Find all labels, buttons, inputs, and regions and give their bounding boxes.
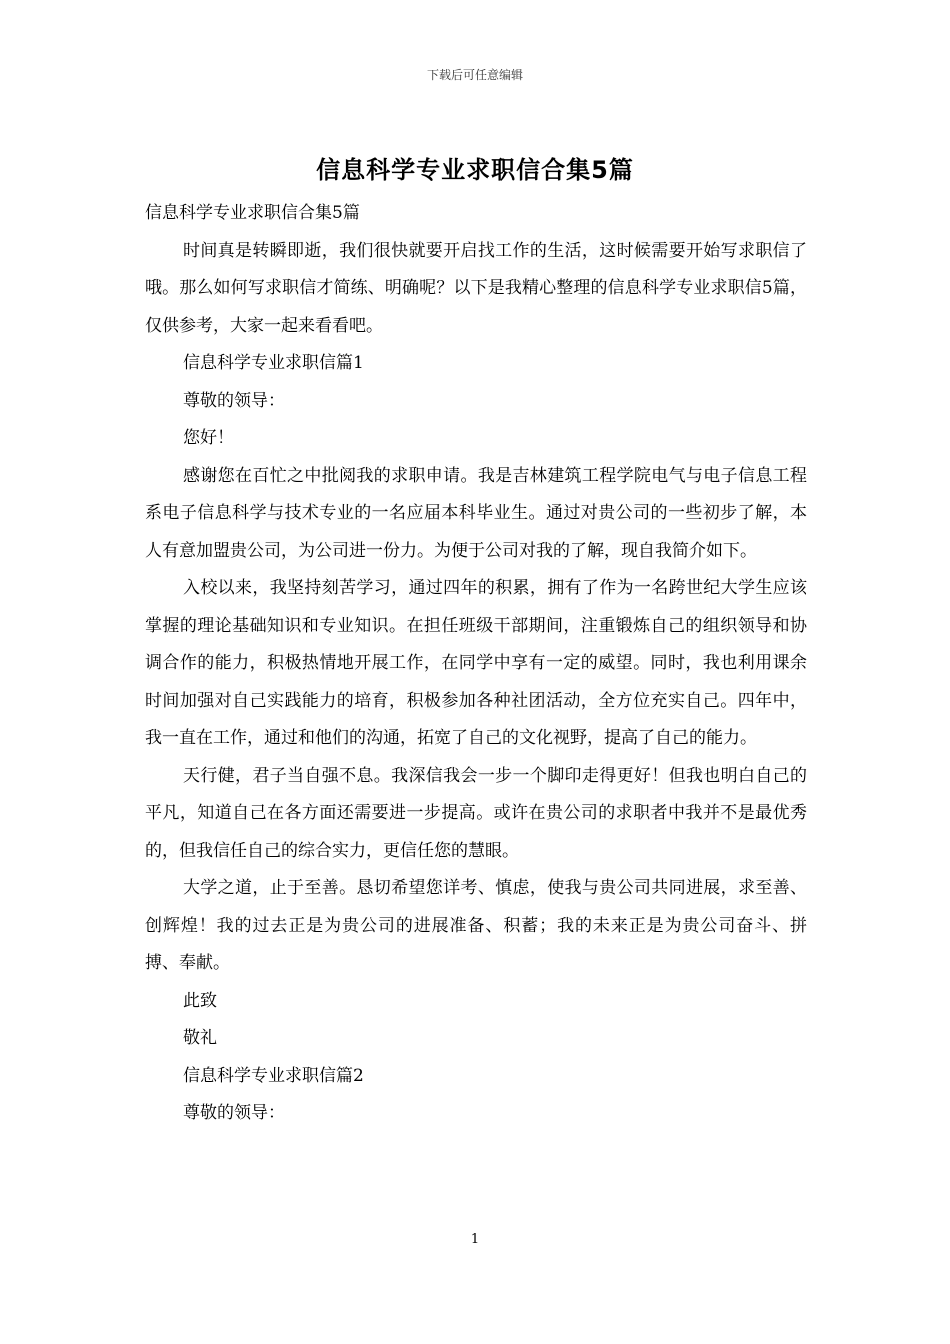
header-note: 下载后可任意编辑 [426,68,523,82]
document-title: 信息科学专业求职信合集5篇 [316,156,634,184]
closing-line: 此致 [183,990,217,1011]
salutation: 尊敬的领导： [183,390,285,411]
salutation: 尊敬的领导： [183,1103,285,1123]
document-body [145,195,807,1133]
section-heading-letter-2: 信息科学专业求职信篇2 [183,1065,364,1086]
closing-line: 敬礼 [183,1028,217,1048]
greeting: 您好！ [183,428,234,448]
intro-paragraph: 时间真是转瞬即逝，我们很快就要开启找工作的生活，这时候需要开始写求职信了哦。那么如何写求职信才简练、明确呢？以下是我精心整理的信息科学专业求职信5篇，仅供参考，大家一起来看看吧。 [145,240,807,336]
page-number: 1 [470,1232,480,1247]
body-paragraph: 天行健，君子当自强不息。我深信我会一步一个脚印走得更好！但我也明白自己的平凡，知道自己在各方面还需要进一步提高。或许在贵公司的求职者中我并不是最优秀的，但我信任自己的综合实力，更信任您的慧眼。 [145,765,807,861]
body-paragraph: 感谢您在百忙之中批阅我的求职申请。我是吉林建筑工程学院电气与电子信息工程系电子信息科学与技术专业的一名应届本科毕业生。通过对贵公司的一些初步了解，本人有意加盟贵公司，为公司进一份力。为便于公司对我的了解，现自我简介如下。 [145,465,807,561]
subtitle-line: 信息科学专业求职信合集5篇 [145,203,360,223]
body-paragraph: 大学之道，止于至善。恳切希望您详考、慎虑，使我与贵公司共同进展，求至善、创辉煌！我的过去正是为贵公司的进展准备、积蓄；我的未来正是为贵公司奋斗、拼搏、奉献。 [145,878,807,973]
section-heading-letter-1: 信息科学专业求职信篇1 [183,353,364,373]
body-paragraph: 入校以来，我坚持刻苦学习，通过四年的积累，拥有了作为一名跨世纪大学生应该掌握的理论基础知识和专业知识。在担任班级干部期间，注重锻炼自己的组织领导和协调合作的能力，积极热情地开展工作，在同学中享有一定的威望。同时，我也利用课余时间加强对自己实践能力的培育，积极参加各种社团活动，全方位充实自己。四年中，我一直在工作，通过和他们的沟通，拓宽了自己的文化视野，提高了自己的能力。 [145,578,807,748]
